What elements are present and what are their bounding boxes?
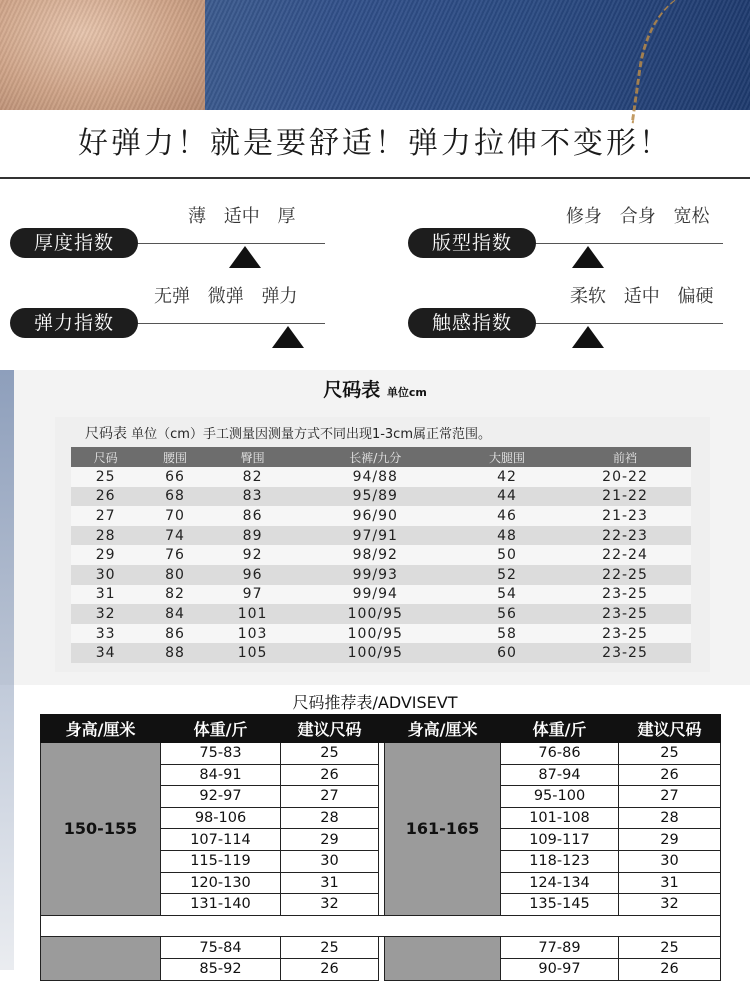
index-option: 微弹 [207, 286, 244, 307]
size-cell: 99/94 [296, 585, 456, 605]
height-range-cell: 150-155 [41, 743, 161, 916]
index-thickness [10, 206, 340, 270]
size-row [71, 643, 691, 663]
weight-cell: 107-114 [161, 829, 281, 851]
size-cell: 25 [281, 937, 379, 959]
index-option: 柔软 [570, 286, 606, 307]
size-cell: 48 [455, 526, 559, 546]
weight-cell: 77-89 [501, 937, 619, 959]
size-cell: 29 [281, 829, 379, 851]
size-cell: 21-22 [559, 487, 691, 507]
index-label: 厚度指数 [10, 228, 138, 258]
size-header-cell: 尺码 [71, 447, 140, 467]
height-range-cell [41, 937, 161, 980]
index-option: 适中 [623, 286, 660, 307]
index-option: 无弹 [154, 286, 190, 307]
size-cell: 56 [455, 604, 559, 624]
size-cell: 54 [455, 585, 559, 605]
index-option: 宽松 [673, 206, 710, 227]
index-option: 偏硬 [677, 286, 714, 307]
size-cell: 97/91 [296, 526, 456, 546]
size-cell: 68 [140, 487, 209, 507]
size-header-cell: 前裆 [559, 447, 691, 467]
size-row [71, 585, 691, 605]
recommend-header-cell: 建议尺码 [281, 715, 379, 743]
size-cell: 96 [210, 565, 296, 585]
recommend-row [41, 743, 721, 765]
size-note-title: 尺码表 [85, 426, 127, 442]
size-row [71, 565, 691, 585]
height-range-cell [385, 937, 501, 980]
recommend-body [41, 743, 721, 981]
size-note-text: 单位（cm）手工测量因测量方式不同出现1-3cm属正常范围。 [131, 427, 491, 442]
size-row [71, 506, 691, 526]
recommend-title: 尺码推荐表/ADVISEVT [292, 693, 458, 712]
selected-marker-icon [229, 246, 261, 268]
size-cell: 34 [71, 643, 140, 663]
size-cell: 76 [140, 545, 209, 565]
size-cell: 66 [140, 467, 209, 487]
size-cell: 32 [619, 894, 721, 916]
size-row [71, 487, 691, 507]
size-cell: 29 [71, 545, 140, 565]
size-cell: 44 [455, 487, 559, 507]
index-options [560, 202, 715, 228]
index-option: 弹力 [261, 286, 298, 307]
weight-cell: 85-92 [161, 958, 281, 980]
size-cell: 33 [71, 624, 140, 644]
size-row [71, 467, 691, 487]
size-cell: 101 [210, 604, 296, 624]
size-cell: 26 [619, 958, 721, 980]
size-cell: 82 [210, 467, 296, 487]
size-cell: 23-25 [559, 643, 691, 663]
size-cell: 84 [140, 604, 209, 624]
size-cell: 26 [619, 764, 721, 786]
size-cell: 46 [455, 506, 559, 526]
size-cell: 25 [619, 743, 721, 765]
size-cell: 23-25 [559, 585, 691, 605]
recommend-group-separator [41, 915, 721, 937]
recommend-header-cell: 建议尺码 [619, 715, 721, 743]
selected-marker-icon [572, 246, 604, 268]
size-cell: 31 [71, 585, 140, 605]
weight-cell: 120-130 [161, 872, 281, 894]
size-cell: 42 [455, 467, 559, 487]
size-cell: 105 [210, 643, 296, 663]
weight-cell: 75-83 [161, 743, 281, 765]
recommend-header-cell: 体重/斤 [501, 715, 619, 743]
weight-cell: 101-108 [501, 807, 619, 829]
size-cell: 97 [210, 585, 296, 605]
weight-cell: 84-91 [161, 764, 281, 786]
size-cell: 86 [140, 624, 209, 644]
size-cell: 26 [281, 958, 379, 980]
weight-cell: 135-145 [501, 894, 619, 916]
size-cell: 31 [619, 872, 721, 894]
size-cell: 50 [455, 545, 559, 565]
weight-cell: 118-123 [501, 850, 619, 872]
weight-cell: 76-86 [501, 743, 619, 765]
size-row [71, 526, 691, 546]
weight-cell: 75-84 [161, 937, 281, 959]
size-cell: 30 [619, 850, 721, 872]
slogan: 好弹力！就是要舒适！弹力拉伸不变形！ [78, 126, 672, 161]
index-option: 合身 [619, 206, 656, 227]
height-range-cell: 161-165 [385, 743, 501, 916]
size-cell: 23-25 [559, 624, 691, 644]
size-cell: 31 [281, 872, 379, 894]
size-chart-unit: 单位cm [386, 386, 427, 399]
size-header-cell: 腰围 [140, 447, 209, 467]
size-cell: 27 [71, 506, 140, 526]
recommend-header-cell: 体重/斤 [161, 715, 281, 743]
index-elasticity [10, 286, 340, 350]
index-label: 触感指数 [408, 308, 536, 338]
size-cell: 22-24 [559, 545, 691, 565]
size-header-cell: 大腿围 [455, 447, 559, 467]
size-cell: 92 [210, 545, 296, 565]
size-cell: 52 [455, 565, 559, 585]
size-row [71, 624, 691, 644]
size-row [71, 604, 691, 624]
size-cell: 96/90 [296, 506, 456, 526]
size-cell: 23-25 [559, 604, 691, 624]
weight-cell: 87-94 [501, 764, 619, 786]
size-chart-table [71, 447, 691, 663]
selected-marker-icon [572, 326, 604, 348]
size-cell: 22-23 [559, 526, 691, 546]
size-cell: 86 [210, 506, 296, 526]
size-cell: 100/95 [296, 624, 456, 644]
size-cell: 21-23 [559, 506, 691, 526]
size-cell: 30 [71, 565, 140, 585]
size-cell: 95/89 [296, 487, 456, 507]
size-cell: 58 [455, 624, 559, 644]
size-chart-note [85, 423, 491, 443]
size-cell: 28 [619, 807, 721, 829]
recommend-header-cell: 身高/厘米 [385, 715, 501, 743]
selected-marker-icon [272, 326, 304, 348]
size-cell: 94/88 [296, 467, 456, 487]
size-chart-title [0, 375, 750, 402]
size-header-row [71, 447, 691, 467]
weight-cell: 124-134 [501, 872, 619, 894]
size-cell: 27 [281, 786, 379, 808]
photo-edge [0, 370, 14, 970]
size-cell: 103 [210, 624, 296, 644]
index-option: 薄 [188, 206, 206, 227]
size-cell: 60 [455, 643, 559, 663]
recommend-row [41, 937, 721, 959]
size-cell: 30 [281, 850, 379, 872]
size-cell: 82 [140, 585, 209, 605]
size-cell: 26 [71, 487, 140, 507]
recommend-header-cell: 身高/厘米 [41, 715, 161, 743]
size-cell: 22-25 [559, 565, 691, 585]
weight-cell: 115-119 [161, 850, 281, 872]
size-cell: 25 [281, 743, 379, 765]
weight-cell: 109-117 [501, 829, 619, 851]
size-cell: 20-22 [559, 467, 691, 487]
size-chart-body [71, 467, 691, 663]
index-label: 版型指数 [408, 228, 536, 258]
size-header-cell: 长裤/九分 [296, 447, 456, 467]
size-cell: 83 [210, 487, 296, 507]
size-cell: 27 [619, 786, 721, 808]
separator-cell [41, 915, 721, 937]
weight-cell: 95-100 [501, 786, 619, 808]
recommend-table [40, 714, 721, 981]
size-header-cell: 臀围 [210, 447, 296, 467]
size-row [71, 545, 691, 565]
index-label: 弹力指数 [10, 308, 138, 338]
size-cell: 25 [619, 937, 721, 959]
weight-cell: 92-97 [161, 786, 281, 808]
size-cell: 80 [140, 565, 209, 585]
index-option: 修身 [566, 206, 602, 227]
size-cell: 74 [140, 526, 209, 546]
index-options [182, 202, 301, 228]
product-photo [0, 0, 750, 110]
weight-cell: 98-106 [161, 807, 281, 829]
size-cell: 89 [210, 526, 296, 546]
size-cell: 25 [71, 467, 140, 487]
size-cell: 28 [71, 526, 140, 546]
size-chart-heading: 尺码表 [323, 379, 381, 401]
section-divider [0, 177, 750, 179]
index-options [564, 282, 719, 308]
size-cell: 32 [71, 604, 140, 624]
recommend-header-row [41, 715, 721, 743]
size-chart-card [55, 417, 710, 672]
index-option: 适中 [223, 206, 260, 227]
size-cell: 26 [281, 764, 379, 786]
index-fit [408, 206, 738, 270]
weight-cell: 90-97 [501, 958, 619, 980]
index-option: 厚 [277, 206, 296, 227]
size-cell: 100/95 [296, 604, 456, 624]
size-cell: 28 [281, 807, 379, 829]
size-cell: 98/92 [296, 545, 456, 565]
size-cell: 99/93 [296, 565, 456, 585]
size-cell: 29 [619, 829, 721, 851]
size-cell: 100/95 [296, 643, 456, 663]
index-options [148, 282, 303, 308]
weight-cell: 131-140 [161, 894, 281, 916]
size-cell: 70 [140, 506, 209, 526]
size-cell: 88 [140, 643, 209, 663]
size-cell: 32 [281, 894, 379, 916]
index-touch [408, 286, 738, 350]
